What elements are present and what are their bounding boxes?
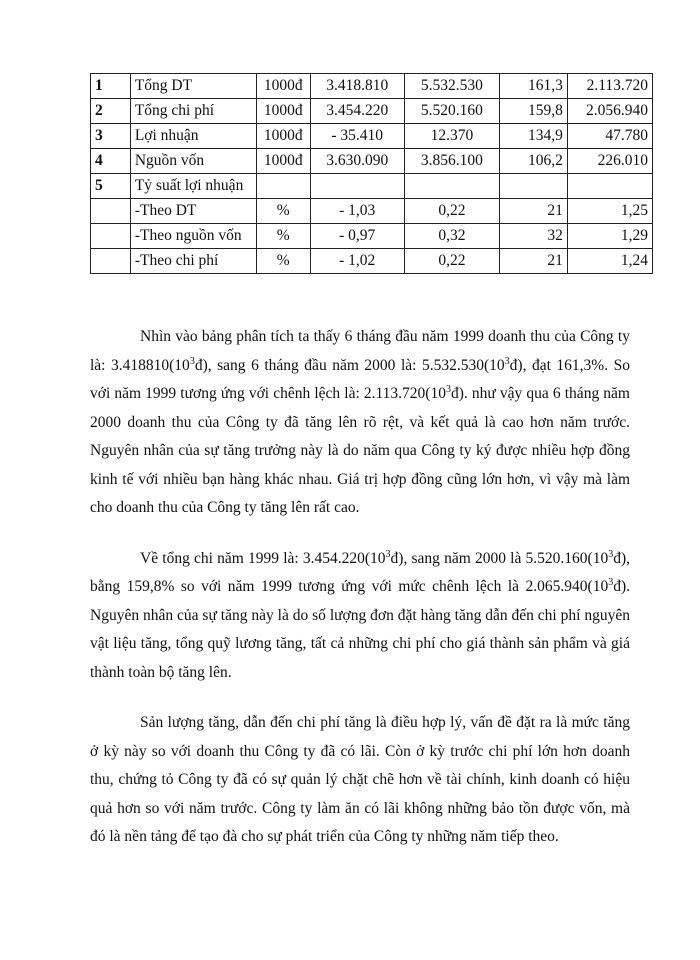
cell-1999: - 35.410 (310, 124, 404, 149)
cell-unit (256, 174, 310, 199)
cell-stt: 1 (91, 74, 131, 99)
cell-unit: 1000đ (256, 124, 310, 149)
cell-percent: 21 (500, 199, 568, 224)
cell-stt: 5 (91, 174, 131, 199)
cell-unit: % (256, 224, 310, 249)
cell-percent: 21 (500, 249, 568, 274)
financial-table (90, 73, 653, 274)
p2-part-b: đ), sang năm 2000 là 5.520.160(10 (390, 549, 609, 567)
p2-part-d: đ). Nguyên nhân của sự tăng này là do số lượng đơn đặt hàng tăng dẫn đến chi phí nguyên vật liệu tăng, tổng quỹ lương tăng, tất cả những chi phí cho giá thành sản phẩm và giá thành toàn bộ tăng lên. (90, 578, 630, 681)
cell-unit: 1000đ (256, 74, 310, 99)
cell-difference: 47.780 (567, 124, 652, 149)
cell-difference (567, 174, 652, 199)
cell-percent: 106,2 (500, 149, 568, 174)
cell-name: Lợi nhuận (130, 124, 256, 149)
cell-2000: 3.856.100 (404, 149, 500, 174)
cell-name: -Theo DT (130, 199, 256, 224)
cell-2000: 12.370 (404, 124, 500, 149)
cell-1999: - 1,03 (310, 199, 404, 224)
cell-percent (500, 174, 568, 199)
cell-name: Tổng chi phí (130, 99, 256, 124)
p1-part-b: đ), sang 6 tháng đầu năm 2000 là: 5.532.530(10 (194, 356, 505, 374)
cell-unit: 1000đ (256, 99, 310, 124)
paragraph-conclusion: Sản lượng tăng, dẫn đến chi phí tăng là điều hợp lý, vấn đề đặt ra là mức tăng ở kỳ này so với doanh thu Công ty đã có lãi. Còn ở kỳ trước chi phí lớn hơn doanh thu, chứng tỏ Công ty đã có sự quản lý chặt chẽ hơn về tài chính, kinh doanh có hiệu quả hơn so với năm trước. Công ty làm ăn có lãi không những bảo tồn được vốn, mà đó là nền tảng để tạo đà cho sự phát triển của Công ty những năm tiếp theo. (90, 714, 630, 845)
table-row (91, 99, 653, 124)
cell-stt: 4 (91, 149, 131, 174)
cell-percent: 134,9 (500, 124, 568, 149)
table-row (91, 149, 653, 174)
cell-percent: 32 (500, 224, 568, 249)
cell-percent: 159,8 (500, 99, 568, 124)
p2-exponent-1: 3 (385, 548, 391, 560)
cell-stt (91, 199, 131, 224)
cell-1999: - 0,97 (310, 224, 404, 249)
paragraph-revenue (90, 323, 630, 523)
p1-part-c: đ), đạt 161,3%. So với năm 1999 tương ứng với chênh lệch là: 2.113.720(10 (90, 356, 630, 402)
cell-1999: 3.630.090 (310, 149, 404, 174)
cell-stt: 2 (91, 99, 131, 124)
cell-name: Nguồn vốn (130, 149, 256, 174)
cell-name: Tổng DT (130, 74, 256, 99)
cell-unit: 1000đ (256, 149, 310, 174)
cell-2000: 5.520.160 (404, 99, 500, 124)
cell-stt (91, 249, 131, 274)
cell-2000: 0,22 (404, 199, 500, 224)
cell-difference: 226.010 (567, 149, 652, 174)
cell-stt: 3 (91, 124, 131, 149)
p1-exponent-2: 3 (504, 355, 510, 367)
p1-part-a: Nhìn vào bảng phân tích ta thấy 6 tháng đầu năm 1999 doanh thu của Công ty là: 3.418810(10 (90, 328, 630, 374)
p2-part-a: Về tổng chi năm 1999 là: 3.454.220(10 (140, 549, 386, 567)
p1-exponent-3: 3 (445, 383, 451, 395)
cell-2000: 5.532.530 (404, 74, 500, 99)
table-row (91, 249, 653, 274)
cell-stt (91, 224, 131, 249)
cell-difference: 1,29 (567, 224, 652, 249)
p1-part-d: đ). như vậy qua 6 tháng năm 2000 doanh thu của Công ty đã tăng lên rõ rệt, và kết quả là cao hơn năm trước. Nguyên nhân của sự tăng trưởng này là do năm qua Công ty ký được nhiều hợp đồng kinh tế với nhiều bạn hàng khác nhau. Giá trị hợp đồng cũng lớn hơn, vì vậy mà làm cho doanh thu của Công ty tăng lên rất cao. (90, 385, 630, 516)
cell-1999: - 1,02 (310, 249, 404, 274)
cell-difference: 1,24 (567, 249, 652, 274)
cell-unit: % (256, 249, 310, 274)
table-body (91, 74, 653, 274)
cell-name: -Theo nguồn vốn (130, 224, 256, 249)
table-row (91, 224, 653, 249)
cell-difference: 2.056.940 (567, 99, 652, 124)
p2-exponent-3: 3 (608, 576, 614, 588)
cell-name: -Theo chi phí (130, 249, 256, 274)
p1-exponent-1: 3 (189, 355, 195, 367)
p2-part-c: đ), bằng 159,8% so với năm 1999 tương ứng với mức chênh lệch là 2.065.940(10 (90, 549, 630, 595)
cell-2000: 0,32 (404, 224, 500, 249)
analysis-text (90, 323, 630, 874)
cell-2000 (404, 174, 500, 199)
cell-1999: 3.418.810 (310, 74, 404, 99)
cell-unit: % (256, 199, 310, 224)
cell-percent: 161,3 (500, 74, 568, 99)
table-row (91, 174, 653, 199)
table-row (91, 199, 653, 224)
cell-difference: 1,25 (567, 199, 652, 224)
table-row (91, 124, 653, 149)
cell-2000: 0,22 (404, 249, 500, 274)
p2-exponent-2: 3 (608, 548, 614, 560)
paragraph-costs (90, 545, 630, 688)
cell-1999 (310, 174, 404, 199)
table-row (91, 74, 653, 99)
cell-difference: 2.113.720 (567, 74, 652, 99)
cell-1999: 3.454.220 (310, 99, 404, 124)
cell-name: Tỷ suất lợi nhuận (130, 174, 256, 199)
